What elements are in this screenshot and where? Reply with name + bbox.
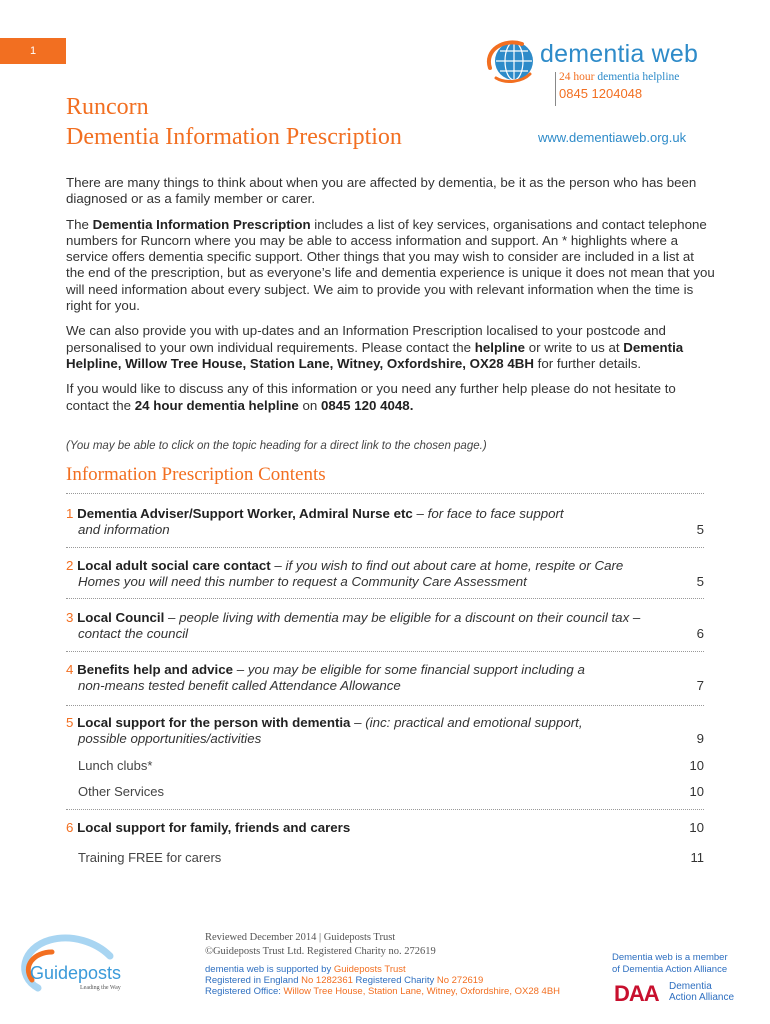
logo-helpline-suffix: dementia helpline	[597, 71, 680, 83]
sub-entry-label[interactable]: Other Services	[78, 784, 164, 799]
intro-paragraph-1: There are many things to think about when you are affected by dementia, be it as the person who has been diagnosed or as a family member or carer.	[66, 175, 697, 207]
dotted-divider	[66, 651, 704, 652]
entry-description: – for face to face support	[412, 506, 564, 521]
entry-description-cont: Homes you will need this number to request a Community Care Assessment	[78, 574, 527, 589]
entry-description: – people living with dementia may be eligible for a discount on their council tax –	[164, 610, 641, 625]
intro-paragraph-2	[66, 217, 716, 315]
entry-page: 10	[689, 820, 704, 835]
guideposts-logo	[16, 930, 146, 1000]
dotted-divider	[66, 598, 704, 599]
daa-name-line: Dementia	[669, 981, 712, 992]
entry-page: 5	[696, 574, 704, 589]
globe-icon	[482, 38, 542, 84]
contents-entry-4[interactable]	[66, 662, 704, 694]
contents-entry-3[interactable]	[66, 610, 704, 642]
text-run: We can also provide you with up-dates and an Information Prescription localised to your postcode and personalised to your own individual requirements. Please contact the	[66, 323, 666, 355]
text-run: Registered Charity	[352, 975, 437, 987]
entry-heading[interactable]: Local adult social care contact	[77, 558, 271, 573]
daa-mark: DAA	[614, 981, 659, 1006]
logo-divider	[555, 72, 556, 106]
emphasis-helpline: helpline	[474, 339, 525, 355]
logo-helpline-text	[559, 71, 679, 83]
intro-paragraph-4	[66, 381, 716, 414]
text-run: If you would like to discuss any of this information or you need any further help please do not hesitate to contact the	[66, 381, 676, 413]
title-document: Dementia Information Prescription	[66, 124, 402, 150]
emphasis-phone: 0845 120 4048.	[320, 397, 414, 413]
guideposts-wordmark: Guideposts	[30, 963, 122, 983]
link-note: (You may be able to click on the topic heading for a direct link to the chosen page.)	[66, 440, 487, 452]
guideposts-tagline: Leading the Way	[80, 985, 121, 991]
text-run: or write to us at	[525, 339, 624, 355]
contents-entry-6[interactable]	[66, 820, 704, 836]
text-run: includes a list of key services, organisations and contact telephone numbers for Runcorn where you may be able to access information and support. An * highlights where a service offers dementia specific support. Other things that you may wish to consider are included in a list at the end of the prescription, but as everyone’s life and dementia experience is unique it does not mean that you will need information about every subject. We aim to provide you with relevant information when the time is right for you.	[66, 216, 715, 314]
daa-name	[669, 981, 734, 1003]
emphasis-address: Dementia Helpline, Willow Tree House, Station Lane, Witney, Oxfordshire, OX28 4BH	[66, 339, 684, 371]
website-link[interactable]: www.dementiaweb.org.uk	[538, 130, 687, 145]
entry-page: 9	[696, 731, 704, 746]
entry-heading[interactable]: Local support for the person with dementia	[77, 715, 351, 730]
logo-wordmark: dementia web	[540, 40, 699, 68]
daa-membership-note	[612, 952, 728, 975]
dementia-web-logo[interactable]	[482, 38, 712, 108]
emphasis-helpline-name: 24 hour dementia helpline	[134, 397, 299, 413]
supporter-name: Guideposts Trust	[333, 964, 406, 975]
charity-number: No 272619	[436, 975, 484, 987]
logo-helpline-prefix: 24 hour	[559, 71, 595, 83]
entry-description-cont: non-means tested benefit called Attendance Allowance	[78, 678, 401, 693]
entry-number: 2	[66, 558, 74, 573]
entry-description-cont: possible opportunities/activities	[78, 731, 262, 746]
daa-name-line: Action Alliance	[669, 992, 735, 1003]
dotted-divider	[66, 493, 704, 494]
text-run: Registered Office:	[205, 986, 284, 998]
contents-entry-1[interactable]	[66, 506, 704, 538]
company-number: No 1282361	[301, 975, 353, 987]
entry-heading[interactable]: Benefits help and advice	[77, 662, 234, 677]
page-title	[66, 92, 402, 152]
entry-page: 6	[696, 626, 704, 641]
entry-heading[interactable]: Local support for family, friends and carers	[77, 820, 351, 835]
page-number: 1	[29, 45, 37, 57]
entry-description: – if you wish to find out about care at home, respite or Care	[270, 558, 624, 573]
intro-text	[66, 175, 716, 423]
entry-description-cont: and information	[78, 522, 170, 537]
dotted-divider	[66, 809, 704, 810]
review-info	[205, 931, 436, 958]
text-run: Registered in England	[205, 975, 302, 987]
supported-by-line	[205, 964, 560, 975]
dotted-divider	[66, 547, 704, 548]
sub-entry-training[interactable]	[78, 850, 704, 865]
sub-entry-page: 11	[690, 850, 704, 865]
registration-info	[205, 964, 560, 998]
contents-heading: Information Prescription Contents	[66, 464, 326, 485]
sub-entry-page: 10	[689, 784, 704, 799]
daa-note-line: of Dementia Action Alliance	[612, 963, 728, 975]
entry-page: 5	[696, 522, 704, 537]
text-run: for further details.	[533, 355, 642, 371]
sub-entry-other-services[interactable]	[78, 784, 704, 799]
page-number-tab	[0, 38, 66, 64]
text-run: dementia web is supported by	[205, 964, 334, 975]
text-run: on	[298, 397, 321, 413]
registration-line	[205, 975, 560, 986]
intro-paragraph-3	[66, 323, 716, 372]
contents-entry-5[interactable]	[66, 715, 704, 747]
entry-description-cont: contact the council	[78, 626, 189, 641]
sub-entry-page: 10	[689, 758, 704, 773]
text-run: The	[66, 216, 93, 232]
office-address: Willow Tree House, Station Lane, Witney, Oxfordshire, OX28 4BH	[283, 986, 561, 998]
daa-note-line: Dementia web is a member	[612, 952, 728, 963]
entry-number: 5	[66, 715, 74, 730]
sub-entry-label[interactable]: Lunch clubs*	[78, 758, 153, 773]
contents-entry-2[interactable]	[66, 558, 704, 590]
entry-heading[interactable]: Dementia Adviser/Support Worker, Admiral Nurse etc	[77, 506, 413, 521]
registered-office-line	[205, 986, 560, 997]
logo-phone: 0845 1204048	[559, 86, 643, 101]
entry-heading[interactable]: Local Council	[77, 610, 165, 625]
sub-entry-lunch-clubs[interactable]	[78, 758, 704, 773]
entry-number: 3	[66, 610, 74, 625]
title-town: Runcorn	[66, 94, 149, 120]
entry-number: 6	[66, 820, 74, 835]
reviewed-date: Reviewed December 2014 | Guideposts Trust	[205, 932, 396, 943]
emphasis-prescription: Dementia Information Prescription	[92, 216, 311, 232]
dotted-divider	[66, 705, 704, 706]
sub-entry-label[interactable]: Training FREE for carers	[78, 850, 222, 865]
entry-number: 1	[66, 506, 74, 521]
entry-page: 7	[696, 678, 704, 693]
copyright: ©Guideposts Trust Ltd. Registered Charity no. 272619	[205, 945, 436, 957]
entry-number: 4	[66, 662, 74, 677]
entry-description: – you may be eligible for some financial support including a	[233, 662, 585, 677]
entry-description: – (inc: practical and emotional support,	[350, 715, 583, 730]
